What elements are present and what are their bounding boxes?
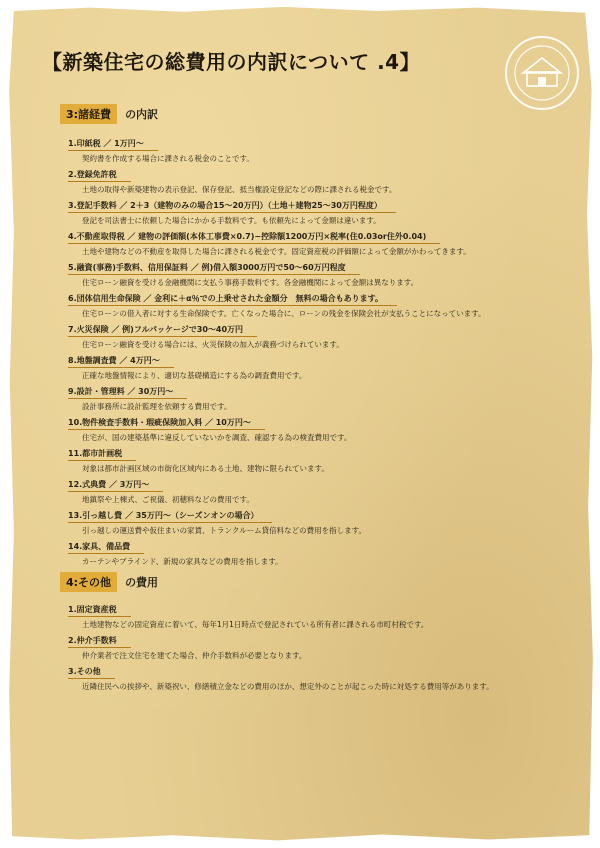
item-desc: 住宅ローン融資を受ける場合には、火災保険の加入が義務づけられています。	[82, 340, 344, 349]
item-desc: 住宅ローンの借入者に対する生命保険です。亡くなった場合に、ローンの残金を保険会社が支払うことになっています。	[82, 309, 486, 318]
item-title: 4.不動産取得税 ／ 建物の評価額(本体工事費×0.7)−控除額1200万円×税率(住0.03or住外0.04)	[68, 231, 440, 244]
section-3-suffix: の内訳	[125, 108, 159, 121]
item-desc: 設計事務所に設計監理を依頼する費用です。	[82, 402, 232, 411]
item-desc: 近隣住民への挨拶や、新築祝い、修繕積立金などの費用のほか、想定外のことが起こった時に対処する費用等があります。	[82, 682, 494, 691]
item-title: 1.固定資産税	[68, 604, 131, 617]
section-3-badge: 3:諸経費	[60, 104, 117, 124]
list-item	[68, 479, 538, 510]
list-item	[68, 293, 538, 324]
item-desc: 対象は都市計画区域の市街化区域内にある土地、建物に限られています。	[82, 464, 329, 473]
list-item	[68, 231, 538, 262]
item-title: 12.式典費 ／ 3万円〜	[68, 479, 163, 492]
section-4-list	[68, 604, 538, 697]
list-item	[68, 417, 538, 448]
item-title: 7.火災保険 ／ 例)フルパッケージで30〜40万円	[68, 324, 257, 337]
item-title: 14.家具、備品費	[68, 541, 144, 554]
architecture-seal-icon	[503, 34, 581, 112]
list-item	[68, 386, 538, 417]
item-title: 3.その他	[68, 666, 115, 679]
item-desc: 引っ越しの運送費や仮住まいの家賃、トランクルーム貸倍料などの費用を指します。	[82, 526, 367, 535]
section-4-header	[60, 572, 158, 592]
list-item	[68, 324, 538, 355]
list-item	[68, 604, 538, 635]
item-desc: 地鎮祭や上棟式、ご祝儀、初穂料などの費用です。	[82, 495, 254, 504]
item-desc: 契約書を作成する場合に課される税金のことです。	[82, 154, 254, 163]
list-item	[68, 541, 538, 572]
item-title: 6.団体信用生命保険 ／ 金利に＋α％での上乗せされた金額分 無料の場合もあります。	[68, 293, 397, 306]
section-3-list	[68, 138, 538, 572]
list-item	[68, 169, 538, 200]
list-item	[68, 200, 538, 231]
section-3-header	[60, 104, 158, 124]
item-title: 2.登録免許税	[68, 169, 131, 182]
item-desc: 土地の取得や新築建物の表示登記、保存登記、抵当権設定登記などの際に課される税金です。	[82, 185, 397, 194]
item-title: 8.地盤調査費 ／ 4万円〜	[68, 355, 174, 368]
list-item	[68, 666, 538, 697]
item-desc: 土地や建物などの不動産を取得した場合に課される税金です。固定資産税の評価額によって金額がかわってきます。	[82, 247, 471, 256]
item-title: 10.物件検査手数料・瑕疵保険加入料 ／ 10万円〜	[68, 417, 265, 430]
item-desc: 土地建物などの固定資産に着いて、毎年1月1日時点で登記されている所有者に課される市町村税です。	[82, 620, 429, 629]
item-title: 5.融資(事務)手数料、信用保証料 ／ 例)借入額3000万円で50〜60万円程度	[68, 262, 360, 275]
item-title: 3.登記手数料 ／ 2＋3（建物のみの場合15〜20万円）（土地＋建物25〜30万円程度）	[68, 200, 396, 213]
item-title: 2.仲介手数料	[68, 635, 131, 648]
list-item	[68, 138, 538, 169]
item-title: 11.都市計画税	[68, 448, 136, 461]
section-4-badge: 4:その他	[60, 572, 117, 592]
item-desc: 仲介業者で注文住宅を建てた場合、仲介手数料が必要となります。	[82, 651, 307, 660]
item-desc: 住宅ローン融資を受ける金融機関に支払う事務手数料です。各金融機関によって金額は異なります。	[82, 278, 419, 287]
list-item	[68, 355, 538, 386]
item-desc: 登記を司法書士に依頼した場合にかかる手数料です。も依頼先によって金額は違います。	[82, 216, 381, 225]
item-title: 13.引っ越し費 ／ 35万円〜（シーズンオンの場合）	[68, 510, 272, 523]
list-item	[68, 448, 538, 479]
list-item	[68, 262, 538, 293]
item-desc: 正確な地盤情報により、適切な基礎構造にする為の調査費用です。	[82, 371, 307, 380]
page-title: 【新築住宅の総費用の内訳について .4】	[42, 50, 421, 74]
item-title: 9.設計・管理料 ／ 30万円〜	[68, 386, 187, 399]
item-desc: カーテンやブラインド、新規の家具などの費用を指します。	[82, 557, 283, 566]
list-item	[68, 510, 538, 541]
section-4-suffix: の費用	[125, 576, 159, 589]
list-item	[68, 635, 538, 666]
item-title: 1.印紙税 ／ 1万円〜	[68, 138, 158, 151]
item-desc: 住宅が、国の建築基準に違反していないかを調査、確認する為の検査費用です。	[82, 433, 352, 442]
